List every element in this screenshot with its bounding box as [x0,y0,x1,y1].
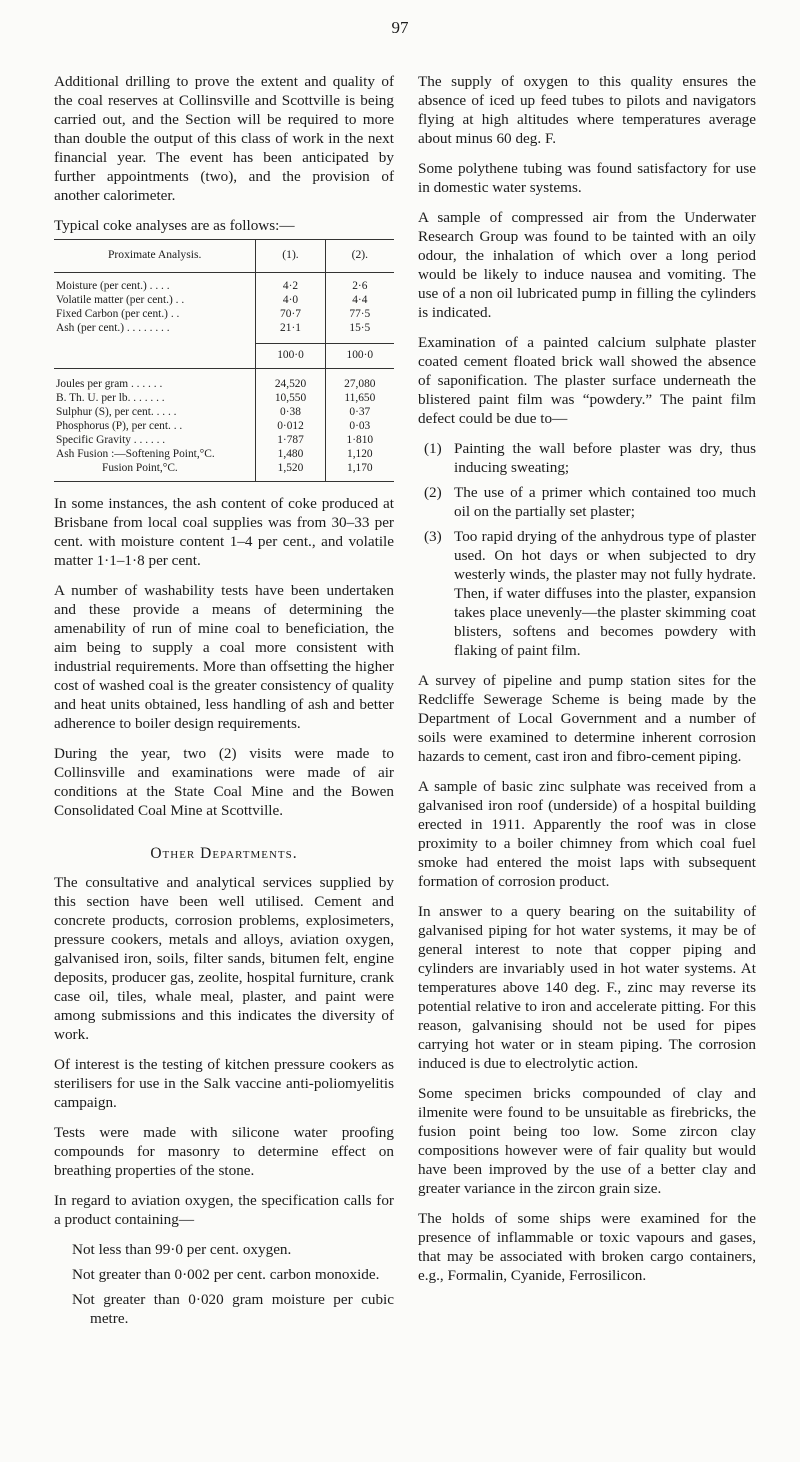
table-row [54,321,394,335]
table-total-row [54,344,394,369]
table-row [54,433,394,447]
cell-value: 11,650 [344,392,376,404]
paragraph: A number of washability tests have been undertaken and these provide a means of determining the amenability of run of mine coal to beneficiation, the aim being to supply a coal more consistent with industrial requirements. More than offsetting the higher cost of washed coal is the greater consistency of quality and heat units obtained, less handling of ash and better adherence to boiler design requirements. [54,582,394,732]
row-label: Phosphorus (P), per cent. . . [56,420,183,432]
cell-value: 4·2 [256,273,325,294]
section-heading: Other Departments. [150,845,298,862]
row-label: Sulphur (S), per cent. . . . . [56,406,177,418]
table-row [54,447,394,461]
row-label: Fusion Point,°C. [54,461,256,482]
column-header: (2). [325,240,394,273]
list-number: (2) [424,484,442,501]
cell-value: 100·0 [256,344,325,369]
list-number: (1) [424,440,442,457]
row-label: Ash (per cent.) . . . . . . . . [56,322,170,334]
page-number: 97 [391,18,409,37]
paragraph: Of interest is the testing of kitchen pressure cookers as sterilisers for use in the Salk vaccine anti-poliomyelitis campaign. [54,1056,394,1111]
paragraph: Some polythene tubing was found satisfactory for use in domestic water systems. [418,160,756,196]
paragraph: The holds of some ships were examined for the presence of inflammable or toxic vapours and gases, that may be associated with broken cargo containers, e.g., Formalin, Cyanide, Ferrosilicon. [418,1210,756,1284]
paragraph: In regard to aviation oxygen, the specification calls for a product containing— [54,1192,394,1228]
table-spacer [54,369,394,378]
cell-value: 1,120 [347,448,373,460]
cell-value: 0·38 [256,405,325,419]
cell-value: 1·787 [256,433,325,447]
right-column [418,72,756,1296]
table-row [54,307,394,321]
cell-value: 1,520 [256,461,325,482]
table-row [54,405,394,419]
row-label [54,344,256,369]
paragraph: A sample of compressed air from the Underwater Research Group was found to be tainted with an oily odour, the inhalation of which over a long period would be likely to induce nausea and vomiting. The use of a non oil lubricated pump in filling the cylinders is indicated. [418,209,756,321]
list-number: (3) [424,528,442,545]
list-item [418,483,756,521]
paragraph: During the year, two (2) visits were made to Collinsville and examinations were made of air conditions at the State Coal Mine and the Bowen Consolidated Coal Mine at Scottville. [54,745,394,819]
cell-value: 0·03 [349,420,371,432]
cell-value: 21·1 [256,321,325,335]
table-spacer [54,335,394,344]
cell-value: 1,170 [325,461,394,482]
cell-value: 1,480 [256,447,325,461]
spec-line: Not less than 99·0 per cent. oxygen. [72,1241,292,1258]
cell-value: 15·5 [349,322,371,334]
paragraph: In some instances, the ash content of coke produced at Brisbane from local coal supplies was from 30–33 per cent. with moisture content 1–4 per cent., and volatile matter 1·1–1·8 per cent. [54,495,394,569]
row-label: Ash Fusion :—Softening Point,°C. [56,448,215,460]
cell-value: 1·810 [346,434,374,446]
table-row [54,461,394,482]
paragraph: A survey of pipeline and pump station sites for the Redcliffe Sewerage Scheme is being made by the Department of Local Government and a number of soils were examined to determine inherent corrosion hazards to cement, cast iron and fibro-cement piping. [418,672,756,765]
coke-analysis-table [54,239,394,482]
table-intro: Typical coke analyses are as follows:— [54,217,295,234]
cell-value: 4·4 [352,294,368,306]
paragraph: Some specimen bricks compounded of clay and ilmenite were found to be unsuitable as firebricks, the fusion point being too low. Some zircon clay compositions however were of fair quality but would have been improved by the use of a better clay and greater variance in the zircon grain size. [418,1085,756,1197]
row-label: Volatile matter (per cent.) . . [56,294,185,306]
list-item [418,527,756,660]
spec-line: Not greater than 0·002 per cent. carbon monoxide. [72,1266,380,1283]
table-row [54,377,394,391]
cell-value: 0·37 [349,406,371,418]
table-header-row [54,240,394,273]
paragraph: A sample of basic zinc sulphate was received from a galvanised iron roof (underside) of a hospital building erected in 1911. Apparently the roof was in close proximity to a boiler chimney from which coal fuel smoke had entered the moist laps with subsequent formation of corrosion product. [418,778,756,890]
spec-line: Not greater than 0·020 gram moisture per cubic metre. [72,1291,394,1327]
cell-value: 24,520 [256,377,325,391]
column-header: Proximate Analysis. [54,240,256,273]
row-label: Fixed Carbon (per cent.) . . [56,308,180,320]
column-header: (1). [256,240,325,273]
list-text: The use of a primer which contained too much oil on the partially set plaster; [454,484,756,520]
cell-value: 2·6 [352,280,368,292]
list-item [418,439,756,477]
paragraph: In answer to a query bearing on the suitability of galvanised piping for hot water systems, it may be of general interest to note that copper piping and cylinders are invariably used in hot water systems. At temperatures above 140 deg. F., zinc may reverse its potential relative to iron and accelerate pitting. For this reason, galvanising should not be used for pipes carrying hot water or in steam piping. The corrosion induced is due to electrolytic action. [418,903,756,1072]
paragraph: The supply of oxygen to this quality ensures the absence of iced up feed tubes to pilots and navigators flying at high altitudes where temperatures average about minus 60 deg. F. [418,73,756,147]
row-label: Moisture (per cent.) . . . . [56,280,170,292]
cell-value: 4·0 [256,293,325,307]
list-text: Painting the wall before plaster was dry, thus inducing sweating; [454,440,756,476]
cell-value: 10,550 [256,391,325,405]
table-row [54,419,394,433]
row-label: Joules per gram . . . . . . [56,378,163,390]
paragraph: The consultative and analytical services supplied by this section have been well utilised. Cement and concrete products, corrosion problems, explosimeters, pressure cookers, metals and alloys, aviation oxygen, galvanised iron, soils, filter sands, bitumen felt, engine deposits, producer gas, zeolite, hospital furniture, crank case oil, tiles, whale meal, plaster, and paint were among submissions and this indicates the diversity of work. [54,874,394,1043]
row-label: B. Th. U. per lb. . . . . . . [56,392,165,404]
cell-value: 0·012 [256,419,325,433]
paragraph: Examination of a painted calcium sulphate plaster coated cement floated brick wall showed the absence of saponification. The plaster surface underneath the blistered paint film was “powdery.” The paint film defect could be due to— [418,334,756,427]
paragraph: Additional drilling to prove the extent and quality of the coal reserves at Collinsville and Scottville is being carried out, and the Section will be required to more than double the output of this class of work in the next financial year. The event has been anticipated by further appointments (two), and the provision of another calorimeter. [54,73,394,204]
cell-value: 27,080 [344,378,376,390]
table-row [54,293,394,307]
cell-value: 100·0 [325,344,394,369]
row-label: Specific Gravity . . . . . . [56,434,166,446]
left-column [54,72,394,1334]
table-row [54,391,394,405]
table-row [54,273,394,294]
cell-value: 77·5 [349,308,371,320]
paragraph: Tests were made with silicone water proofing compounds for masonry to determine effect on breathing properties of the stone. [54,1124,394,1179]
cell-value: 70·7 [256,307,325,321]
list-text: Too rapid drying of the anhydrous type of plaster used. On hot days or when subjected to dry westerly winds, the plaster may not fully hydrate. Then, if water diffuses into the plaster, expansion takes place unevenly—the plaster skimming coat blisters, softens and becomes powdery with flaking of paint film. [454,528,756,659]
